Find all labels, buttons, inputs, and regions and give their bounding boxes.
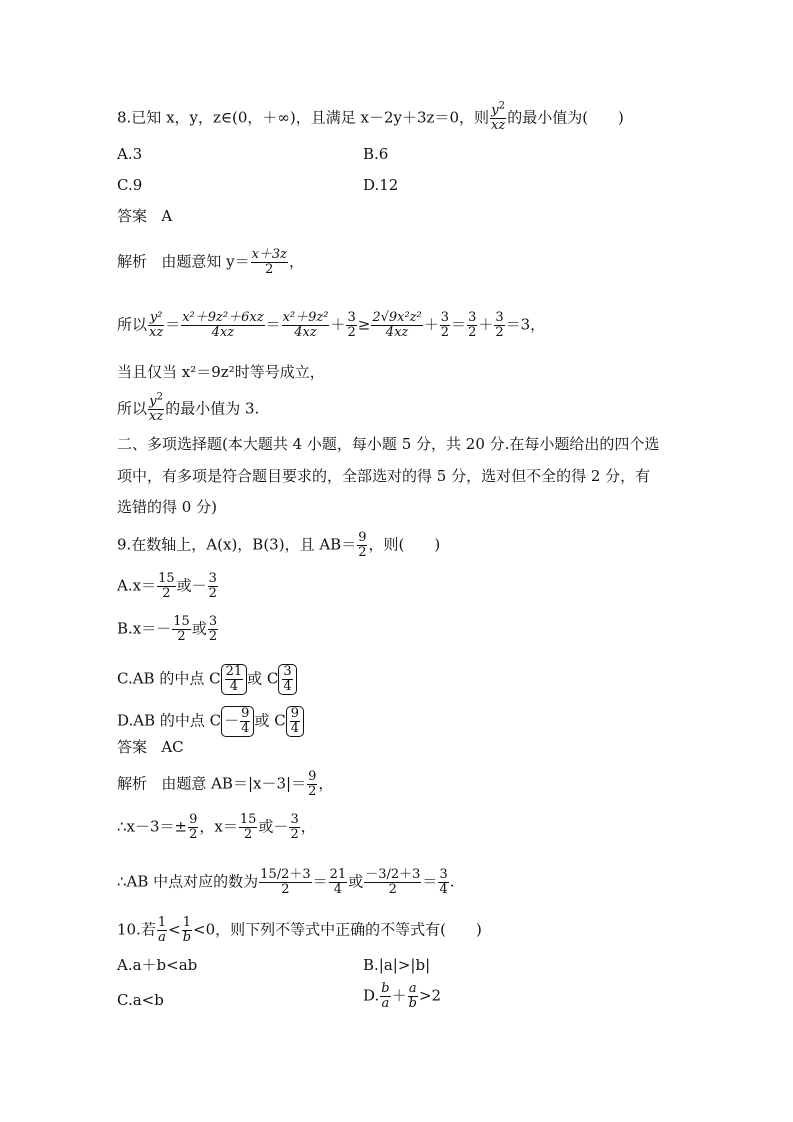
q9-c-paren2 xyxy=(278,664,296,695)
q9-d-paren2 xyxy=(286,706,304,737)
q8-line2-frac6: $\frac{3}{2}$ xyxy=(440,310,450,340)
q9-option-a: A.x＝ $\frac{15}{2}$ 或－ $\frac{3}{2}$ xyxy=(117,571,217,601)
q9-c-frac2: $\frac{3}{4}$ xyxy=(283,664,292,694)
q9-a-frac2: $\frac{3}{2}$ xyxy=(208,571,217,601)
q10-stem-frac1: $\frac{1}{a}$ xyxy=(157,915,167,945)
q8-y-fraction: $\frac{x+3z}{2}$ xyxy=(251,247,288,277)
section2-line3: 选错的得 0 分) xyxy=(117,498,217,516)
q8-answer xyxy=(117,205,172,227)
q8-option-d: D.12 xyxy=(363,176,399,194)
q9-an1-frac: $\frac{9}{2}$ xyxy=(308,769,317,799)
q8-stem-text: 8.已知 x，y，z∈(0，＋∞)，且满足 x－2y＋3z＝0，则 xyxy=(117,108,489,127)
q8-stem xyxy=(117,100,624,133)
answer-label: 答案 xyxy=(117,738,148,756)
q10-option-a: A.a＋b<ab xyxy=(117,956,198,974)
analysis-label: 解析 xyxy=(117,252,148,271)
q8-line4-frac: $\frac{y^2}{xz}$ xyxy=(149,391,164,424)
analysis-label: 解析 xyxy=(117,774,148,793)
q9-option-d: D.AB 的中点 C － $\frac{9}{4}$ 或 C $\frac{9}{4}$ xyxy=(117,706,304,737)
q9-c-frac1: $\frac{21}{4}$ xyxy=(225,664,243,694)
answer-value: A xyxy=(161,207,173,225)
answer-value: AC xyxy=(161,738,184,756)
q9-option-b: B.x＝－ $\frac{15}{2}$ 或 $\frac{3}{2}$ xyxy=(117,614,218,644)
q8-stem-fraction: $\frac{y^2}{xz}$ xyxy=(491,100,506,133)
q9-analysis-line3: ∴AB 中点对应的数为 $\frac{15/2+3}{2}$ ＝ $\frac{21}{4}$ 或 $\frac{-3/2+3}{2}$ ＝ $\frac{3}{4}$ . xyxy=(117,867,455,897)
q9-analysis-line1: 解析 由题意 AB＝|x－3|＝ $\frac{9}{2}$ ， xyxy=(117,769,334,799)
q9-answer xyxy=(117,736,184,758)
q9-an3-bigfrac2: $\frac{-3/2+3}{2}$ xyxy=(365,867,421,897)
q9-option-c: C.AB 的中点 C $\frac{21}{4}$ 或 C $\frac{3}{4}$ xyxy=(117,664,297,695)
q8-analysis-line4: 所以 $\frac{y^2}{xz}$ 的最小值为 3. xyxy=(117,391,260,424)
section2-line2: 项中，有多项是符合题目要求的，全部选对的得 5 分，选对但不全的得 2 分，有 xyxy=(117,467,651,485)
q9-stem: 9.在数轴上，A(x)，B(3)，且 AB＝ $\frac{9}{2}$ ，则( ) xyxy=(117,530,441,560)
q9-an2-frac1: $\frac{9}{2}$ xyxy=(189,812,198,842)
q8-option-b: B.6 xyxy=(363,145,389,163)
q10-stem: 10.若 $\frac{1}{a}$ < $\frac{1}{b}$ <0，则下列不等式中正确的不等式有( ) xyxy=(117,915,482,945)
answer-label: 答案 xyxy=(117,207,148,225)
q9-d-paren1: － $\frac{9}{4}$ xyxy=(221,706,254,737)
q9-a-frac1: $\frac{15}{2}$ xyxy=(158,571,175,601)
q8-line2-frac2: $\frac{\text{x²＋9z²＋6xz}}{4xz}$ xyxy=(182,310,264,340)
q8-line2-frac3: $\frac{\text{x²＋9z²}}{4xz}$ xyxy=(282,310,329,340)
q8-line2-frac8: $\frac{3}{2}$ xyxy=(495,310,504,340)
q9-an2-frac3: $\frac{3}{2}$ xyxy=(290,812,299,842)
q10-option-c: C.a<b xyxy=(117,991,164,1009)
q9-an3-bigfrac1: $\frac{15/2+3}{2}$ xyxy=(260,867,311,897)
q10-option-d: D. $\frac{b}{a}$ ＋ $\frac{a}{b}$ >2 xyxy=(363,981,442,1011)
section2-line1: 二、多项选择题(本大题共 4 小题，每小题 5 分，共 20 分.在每小题给出的四个选 xyxy=(117,435,660,453)
q8-analysis-line2: 所以 $\frac{\text{y²}}{xz}$ ＝ $\frac{\text{x²＋9z²＋6xz}}{4xz}$ ＝ $\frac{\text{x²＋9z²}}{4xz}$ ＋ $\frac{3}{2}$ ≥ $\frac{\text{2√9x²z²}}{4xz}$ ＋ $\frac{3}{2}$ ＝ $\frac{3}{2}$ ＋ $\frac{3}{2}$ ＝3， xyxy=(117,310,546,340)
q8-analysis-line3: 当且仅当 x²＝9z²时等号成立， xyxy=(117,363,325,381)
q10-stem-frac2: $\frac{1}{b}$ xyxy=(182,915,192,945)
q8-line2-frac5: $\frac{\text{2√9x²z²}}{4xz}$ xyxy=(372,310,422,340)
q9-analysis-line2: ∴x－3＝± $\frac{9}{2}$ ，x＝ $\frac{15}{2}$ 或－ $\frac{3}{2}$ ， xyxy=(117,812,316,842)
q9-an2-frac2: $\frac{15}{2}$ xyxy=(239,812,257,842)
q9-an3-frac1: $\frac{21}{4}$ xyxy=(329,867,347,897)
q8-option-a: A.3 xyxy=(117,145,143,163)
q9-d-frac1: $\frac{9}{4}$ xyxy=(241,706,250,736)
q9-b-frac1: $\frac{15}{2}$ xyxy=(173,614,190,644)
q8-line2-frac7: $\frac{3}{2}$ xyxy=(468,310,477,340)
q10-d-frac2: $\frac{a}{b}$ xyxy=(408,981,417,1011)
q9-stem-frac: $\frac{9}{2}$ xyxy=(358,530,367,560)
q8-stem-tail: 的最小值为( ) xyxy=(507,108,624,127)
q10-option-b: B.|a|>|b| xyxy=(363,956,431,974)
q9-c-paren1 xyxy=(221,664,248,695)
q8-line2-frac1: $\frac{\text{y²}}{xz}$ xyxy=(149,310,164,340)
q8-option-c: C.9 xyxy=(117,176,143,194)
q8-line2-frac4: $\frac{3}{2}$ xyxy=(347,310,356,340)
q9-d-frac2: $\frac{9}{4}$ xyxy=(290,706,299,736)
q8-analysis-line1: 解析 由题意知 y＝ $\frac{x+3z}{2}$ ， xyxy=(117,247,305,277)
q9-an3-frac2: $\frac{3}{4}$ xyxy=(439,867,448,897)
q9-b-frac2: $\frac{3}{2}$ xyxy=(208,614,218,644)
q10-d-frac1: $\frac{b}{a}$ xyxy=(381,981,390,1011)
